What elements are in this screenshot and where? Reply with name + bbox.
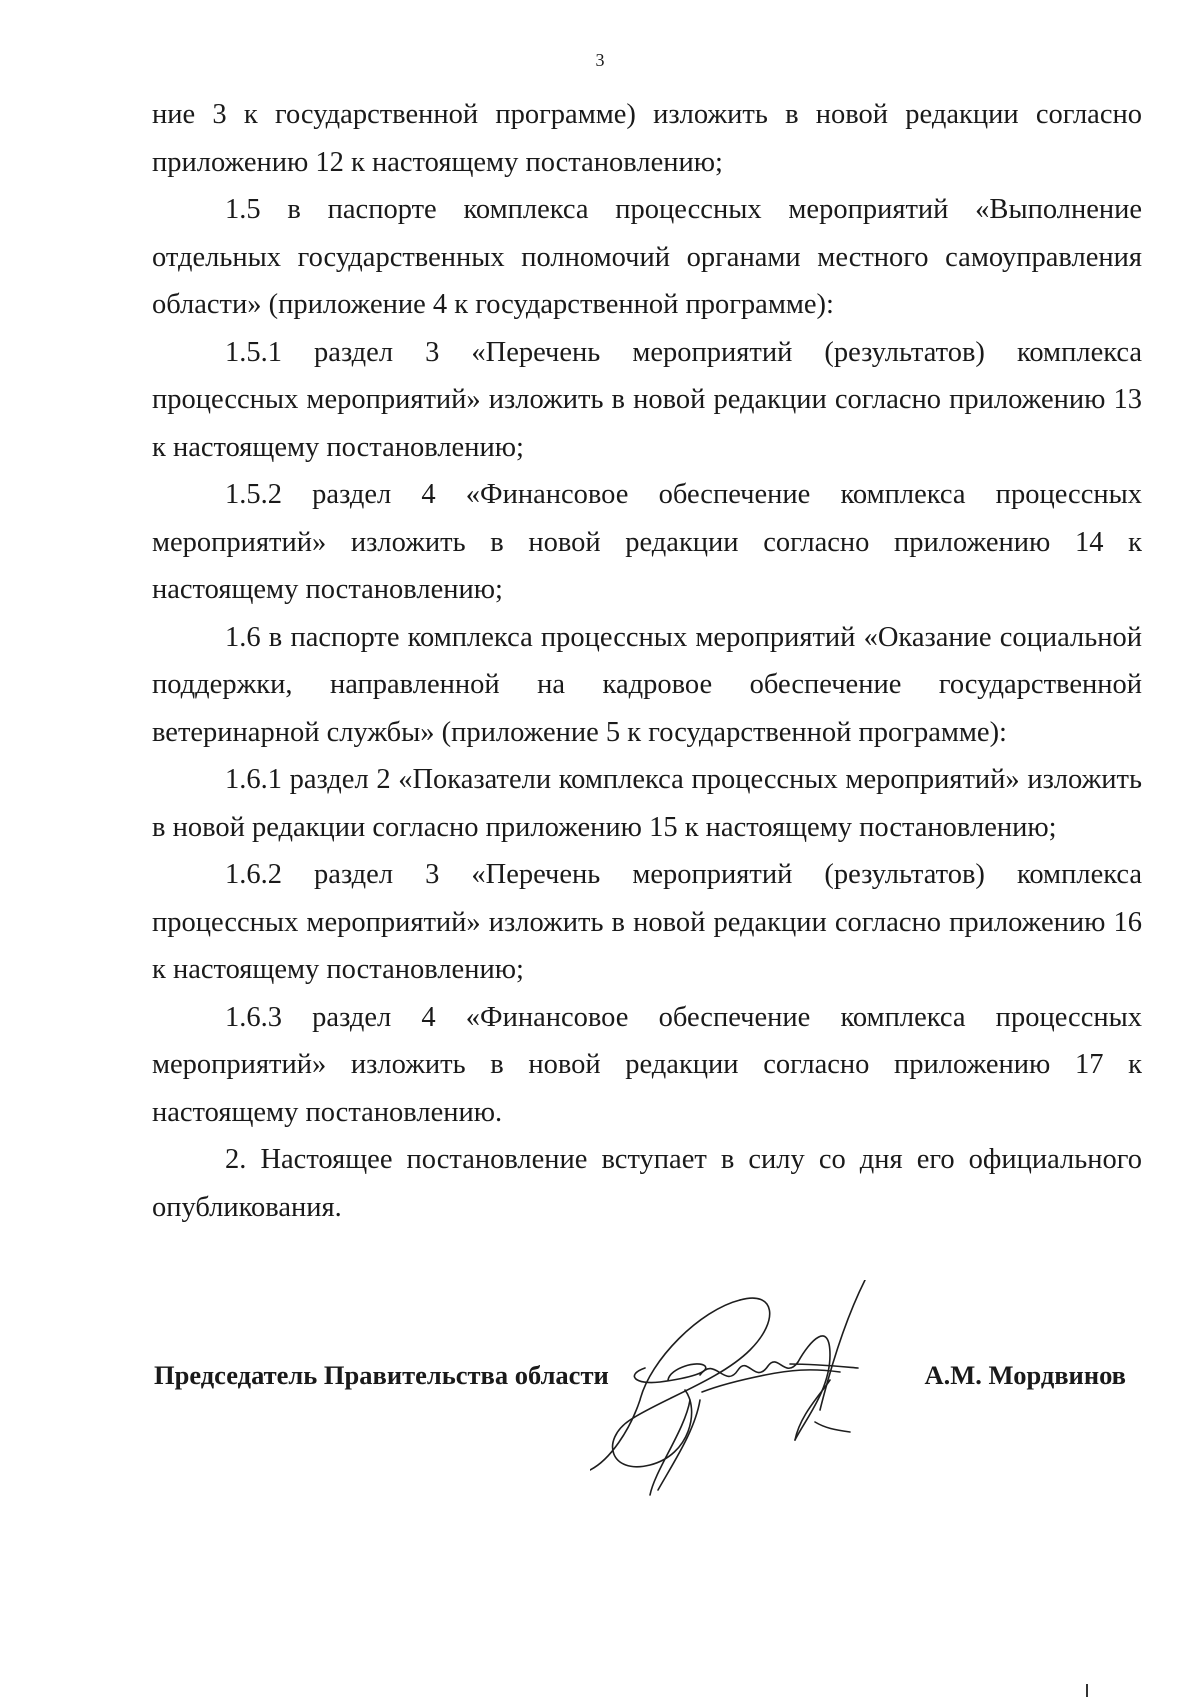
page-number: 3 xyxy=(595,50,605,70)
paragraph-1-6-3: 1.6.3 раздел 4 «Финансовое обеспечение комплекса процессных мероприятий» изложить в новой редакции согласно приложению 17 к настоящему постановлению. xyxy=(152,1001,1142,1128)
signatory-position: Председатель Правительства области xyxy=(154,1360,609,1390)
paragraph-1-6-2: 1.6.2 раздел 3 «Перечень мероприятий (результатов) комплекса процессных мероприятий» изложить в новой редакции согласно приложению 16 к настоящему постановлению; xyxy=(152,859,1142,985)
paragraph-2: 2. Настоящее постановление вступает в силу со дня его официального опубликования. xyxy=(152,1144,1142,1223)
paragraph-1-6-1: 1.6.1 раздел 2 «Показатели комплекса процессных мероприятий» изложить в новой редакции согласно приложению 15 к настоящему постановлению; xyxy=(152,764,1142,843)
paragraph-1-5-2: 1.5.2 раздел 4 «Финансовое обеспечение комплекса процессных мероприятий» изложить в новой редакции согласно приложению 14 к настоящему постановлению; xyxy=(152,479,1142,605)
scan-mark xyxy=(1086,1684,1088,1697)
paragraph-1-6: 1.6 в паспорте комплекса процессных мероприятий «Оказание социальной поддержки, направленной на кадровое обеспечение государственной ветеринарной службы» (приложение 5 к государственной программе): xyxy=(152,621,1142,748)
paragraph-1-5: 1.5 в паспорте комплекса процессных мероприятий «Выполнение отдельных государственных полномочий органами местного самоуправления области» (приложение 4 к государственной программе): xyxy=(152,194,1142,320)
signatory-name: А.М. Мордвинов xyxy=(924,1360,1126,1390)
paragraph-1-5-1: 1.5.1 раздел 3 «Перечень мероприятий (результатов) комплекса процессных мероприятий» изложить в новой редакции согласно приложению 13 к настоящему постановлению; xyxy=(152,336,1142,463)
handwritten-signature-icon xyxy=(590,1280,950,1500)
document-body xyxy=(152,91,1142,1231)
paragraph-continuation: ние 3 к государственной программе) изложить в новой редакции согласно приложению 12 к настоящему постановлению; xyxy=(152,99,1142,178)
